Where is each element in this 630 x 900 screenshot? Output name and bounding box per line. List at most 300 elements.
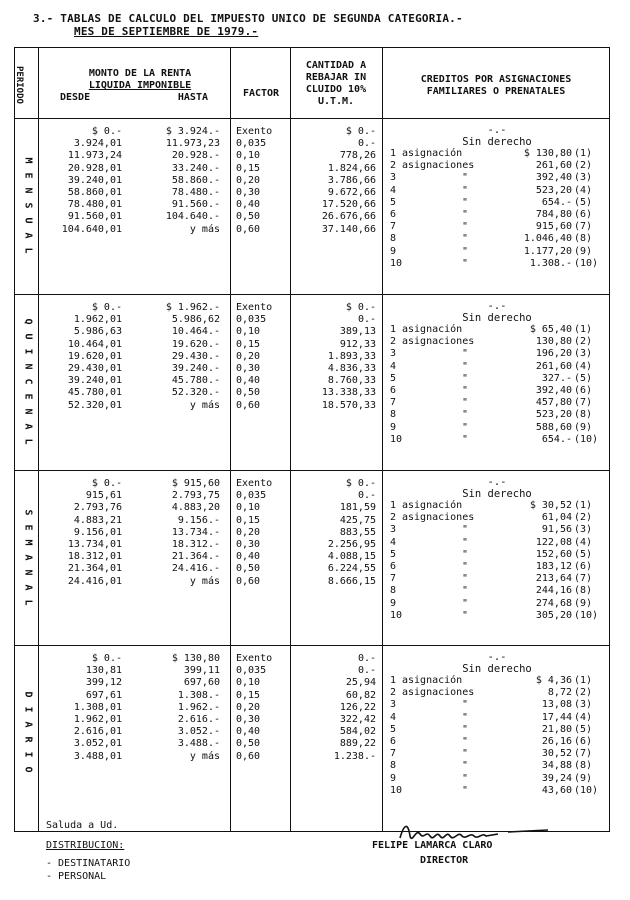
hasta-cell: 13.734.- <box>171 526 220 538</box>
col-header-monto <box>60 68 220 104</box>
credit-amount: 654.- <box>541 433 572 445</box>
col-header-cantidad <box>291 60 381 108</box>
section-separator <box>14 470 610 471</box>
credit-amount: 1.046,40 <box>523 233 572 245</box>
credit-label: " <box>462 573 469 585</box>
hasta-cell: 10.464.- <box>171 326 220 338</box>
cantidad-cell: 8.666,15 <box>327 575 376 587</box>
factor-cell: 0,60 <box>236 575 261 587</box>
credit-amount: 305,20 <box>535 609 572 621</box>
factor-cell: Exento <box>236 653 273 664</box>
credit-count: 2 <box>390 687 397 699</box>
closing-greeting: Saluda a Ud. <box>46 820 119 831</box>
cantidad-cell: 0.- <box>357 138 376 150</box>
credit-count: 2 <box>390 512 397 524</box>
credit-index: (5) <box>574 548 593 560</box>
credit-index: (8) <box>574 233 593 245</box>
factor-cell: 0,60 <box>236 223 261 235</box>
factor-cell: 0,20 <box>236 350 261 362</box>
credit-index: (1) <box>574 675 593 686</box>
cantidad-cell: 6.224,55 <box>327 563 376 575</box>
credit-index: (8) <box>574 585 593 597</box>
credit-amount: $ 65,40 <box>529 324 572 335</box>
credit-label: " <box>462 360 469 372</box>
director-name: FELIPE LAMARCA CLARO <box>372 840 493 851</box>
credit-label: asignación <box>402 500 463 511</box>
desde-cell: 3.488,01 <box>73 750 122 762</box>
credit-label: asignación <box>402 675 463 686</box>
desde-cell: 104.640,01 <box>61 223 122 235</box>
credit-label: " <box>462 184 469 196</box>
desde-cell: 4.883,21 <box>73 514 122 526</box>
credit-label: " <box>462 548 469 560</box>
hasta-cell: 21.364.- <box>171 551 220 563</box>
cantidad-cell: 13.338,33 <box>321 387 376 399</box>
col-header-desde: DESDE <box>60 92 91 103</box>
hasta-cell: 33.240.- <box>171 162 220 174</box>
cantidad-cell: 25,94 <box>345 677 376 689</box>
factor-cell: 0,40 <box>236 551 261 563</box>
desde-cell: 45.780,01 <box>67 387 122 399</box>
credit-count: 1 <box>390 675 397 686</box>
desde-cell: $ 0.- <box>91 126 122 137</box>
credit-amount: 152,60 <box>535 548 572 560</box>
credit-index: (7) <box>574 573 593 585</box>
credit-label: " <box>462 172 469 184</box>
credit-count: 5 <box>390 548 397 560</box>
director-title: DIRECTOR <box>420 855 469 866</box>
credit-label: " <box>462 524 469 536</box>
credit-label: " <box>462 772 469 784</box>
cantidad-cell: 0.- <box>357 314 376 326</box>
credit-amount: 8,72 <box>547 687 572 699</box>
hasta-cell: 4.883,20 <box>171 502 220 514</box>
cantidad-cell: 3.786,66 <box>327 174 376 186</box>
period-label: M E N S U A L <box>22 156 34 254</box>
cantidad-cell: 60,82 <box>345 689 376 701</box>
credit-count: 3 <box>390 348 397 360</box>
cantidad-cell: $ 0.- <box>345 478 376 489</box>
desde-cell: 3.052,01 <box>73 738 122 750</box>
credit-index: (3) <box>574 699 593 711</box>
credit-label: " <box>462 711 469 723</box>
factor-cell: 0,10 <box>236 326 261 338</box>
col-header-creditos-line1: CREDITOS POR ASIGNACIONES <box>420 74 572 85</box>
cantidad-cell: 4.088,15 <box>327 551 376 563</box>
credit-amount: 196,20 <box>535 348 572 360</box>
credit-count: 5 <box>390 723 397 735</box>
distribution-heading: DISTRIBUCION: <box>46 840 125 851</box>
desde-cell: 10.464,01 <box>67 338 122 350</box>
credits-dash: -.- <box>487 124 507 136</box>
cantidad-cell: 889,22 <box>339 738 376 750</box>
credit-count: 4 <box>390 536 397 548</box>
credit-count: 7 <box>390 573 397 585</box>
credit-amount: 34,88 <box>541 760 572 772</box>
col-header-creditos-line2: FAMILIARES O PRENATALES <box>426 86 566 97</box>
desde-cell: 9.156,01 <box>73 526 122 538</box>
credit-label: " <box>462 736 469 747</box>
factor-cell: 0,50 <box>236 563 261 575</box>
credit-index: (10) <box>574 609 599 621</box>
credit-index: (8) <box>574 760 593 772</box>
credit-count: 2 <box>390 160 397 172</box>
credit-amount: 130,80 <box>535 336 572 348</box>
credit-index: (4) <box>574 184 593 196</box>
sin-derecho-label: Sin derecho <box>462 136 532 148</box>
factor-cell: 0,50 <box>236 387 261 399</box>
credit-count: 9 <box>390 245 397 257</box>
factor-cell: 0,10 <box>236 502 261 514</box>
credit-count: 3 <box>390 524 397 536</box>
factor-cell: 0,035 <box>236 665 267 677</box>
credit-index: (2) <box>574 687 593 699</box>
divider <box>230 47 231 832</box>
credit-amount: 91,56 <box>541 524 572 536</box>
credit-label: " <box>462 609 469 621</box>
desde-cell: $ 0.- <box>91 478 122 489</box>
factor-cell: 0,40 <box>236 199 261 211</box>
credit-index: (9) <box>574 421 593 433</box>
hasta-cell: y más <box>189 575 220 587</box>
hasta-cell: 1.962.- <box>177 701 220 713</box>
section-separator <box>14 294 610 295</box>
credit-label: " <box>462 760 469 772</box>
hasta-cell: 697,60 <box>183 677 220 689</box>
credit-label: " <box>462 699 469 711</box>
document-subheading: MES DE SEPTIEMBRE DE 1979.- <box>74 25 259 38</box>
factor-cell: 0,50 <box>236 211 261 223</box>
desde-cell: 24.416,01 <box>67 575 122 587</box>
credit-label: asignación <box>402 324 463 335</box>
credit-amount: 13,08 <box>541 699 572 711</box>
desde-cell: 29.430,01 <box>67 363 122 374</box>
credit-amount: 39,24 <box>541 772 572 784</box>
credit-count: 6 <box>390 385 397 396</box>
desde-cell: 52.320,01 <box>67 399 122 411</box>
cantidad-cell: 37.140,66 <box>321 223 376 235</box>
factor-cell: 0,15 <box>236 162 261 174</box>
credit-label: " <box>462 723 469 735</box>
credit-amount: 21,80 <box>541 723 572 735</box>
cantidad-cell: 4.836,33 <box>327 363 376 374</box>
cantidad-cell: 1.893,33 <box>327 350 376 362</box>
credit-amount: 244,16 <box>535 585 572 597</box>
cantidad-cell: 1.238.- <box>333 750 376 762</box>
credit-label: " <box>462 221 469 233</box>
desde-cell: 5.986,63 <box>73 326 122 338</box>
credit-label: " <box>462 372 469 384</box>
factor-cell: 0,60 <box>236 399 261 411</box>
factor-cell: 0,30 <box>236 714 261 725</box>
credit-label: asignaciones <box>402 512 475 524</box>
credit-count: 7 <box>390 221 397 233</box>
credit-index: (10) <box>574 257 599 269</box>
credit-count: 1 <box>390 324 397 335</box>
cantidad-cell: 9.672,66 <box>327 187 376 198</box>
credit-index: (3) <box>574 172 593 184</box>
cantidad-cell: 0.- <box>357 665 376 677</box>
credit-index: (7) <box>574 397 593 409</box>
credit-index: (6) <box>574 561 593 572</box>
credit-label: " <box>462 209 469 220</box>
cantidad-cell: 17.520,66 <box>321 199 376 211</box>
credit-count: 3 <box>390 172 397 184</box>
credit-index: (3) <box>574 348 593 360</box>
sin-derecho-label: Sin derecho <box>462 488 532 500</box>
credit-label: " <box>462 245 469 257</box>
desde-cell: 19.620,01 <box>67 350 122 362</box>
cantidad-cell: $ 0.- <box>345 302 376 313</box>
credit-count: 7 <box>390 748 397 760</box>
credit-index: (5) <box>574 196 593 208</box>
credit-label: " <box>462 784 469 796</box>
factor-cell: 0,40 <box>236 726 261 738</box>
header-separator <box>14 118 610 119</box>
credit-count: 8 <box>390 233 397 245</box>
credit-amount: 392,40 <box>535 172 572 184</box>
cantidad-cell: 389,13 <box>339 326 376 338</box>
cantidad-cell: 8.760,33 <box>327 375 376 387</box>
section-separator <box>14 645 610 646</box>
credit-amount: 457,80 <box>535 397 572 409</box>
credit-label: " <box>462 585 469 597</box>
cantidad-cell: 425,75 <box>339 514 376 526</box>
divider <box>290 47 291 832</box>
credit-count: 5 <box>390 196 397 208</box>
cantidad-cell: 0.- <box>357 490 376 502</box>
credit-index: (1) <box>574 500 593 511</box>
desde-cell: 78.480,01 <box>67 199 122 211</box>
hasta-cell: 18.312.- <box>171 539 220 550</box>
credit-count: 1 <box>390 500 397 511</box>
credit-label: " <box>462 397 469 409</box>
desde-cell: 18.312,01 <box>67 551 122 563</box>
credit-index: (10) <box>574 784 599 796</box>
hasta-cell: 24.416.- <box>171 563 220 575</box>
credit-amount: 122,08 <box>535 536 572 548</box>
col-header-cantidad-line3: CLUIDO 10% <box>305 84 367 95</box>
credit-amount: 523,20 <box>535 409 572 421</box>
credit-count: 6 <box>390 736 397 747</box>
factor-cell: 0,10 <box>236 677 261 689</box>
credit-amount: 261,60 <box>535 160 572 172</box>
credits-dash: -.- <box>487 300 507 312</box>
credit-amount: 1.177,20 <box>523 245 572 257</box>
credit-amount: 61,04 <box>541 512 572 524</box>
desde-cell: 39.240,01 <box>67 375 122 387</box>
factor-cell: 0,30 <box>236 363 261 374</box>
credit-label: " <box>462 257 469 269</box>
credit-label: " <box>462 348 469 360</box>
credit-label: " <box>462 385 469 396</box>
credit-count: 9 <box>390 421 397 433</box>
credit-index: (3) <box>574 524 593 536</box>
credit-label: " <box>462 748 469 760</box>
factor-cell: 0,20 <box>236 174 261 186</box>
desde-cell: 39.240,01 <box>67 174 122 186</box>
credit-index: (2) <box>574 160 593 172</box>
credit-label: " <box>462 536 469 548</box>
period-label: D I A R I O <box>22 691 34 773</box>
factor-cell: 0,20 <box>236 701 261 713</box>
credit-count: 10 <box>390 433 403 445</box>
credit-index: (2) <box>574 336 593 348</box>
hasta-cell: 3.488.- <box>177 738 220 750</box>
credit-index: (8) <box>574 409 593 421</box>
credit-count: 4 <box>390 360 397 372</box>
factor-cell: 0,30 <box>236 187 261 198</box>
credit-count: 10 <box>390 784 403 796</box>
desde-cell: 1.308,01 <box>73 701 122 713</box>
desde-cell: 21.364,01 <box>67 563 122 575</box>
divider <box>382 47 383 832</box>
credit-label: " <box>462 409 469 421</box>
hasta-cell: 104.640.- <box>165 211 220 223</box>
hasta-cell: 3.052.- <box>177 726 220 738</box>
factor-cell: 0,10 <box>236 150 261 162</box>
factor-cell: 0,15 <box>236 338 261 350</box>
hasta-cell: 11.973,23 <box>165 138 220 150</box>
credit-count: 2 <box>390 336 397 348</box>
cantidad-cell: 778,26 <box>339 150 376 162</box>
credit-amount: 26,16 <box>541 736 572 747</box>
hasta-cell: 2.793,75 <box>171 490 220 502</box>
hasta-cell: 5.986,62 <box>171 314 220 326</box>
col-header-monto-line1: MONTO DE LA RENTA <box>88 68 192 79</box>
factor-cell: 0,50 <box>236 738 261 750</box>
credit-label: " <box>462 561 469 572</box>
credit-amount: 654.- <box>541 196 572 208</box>
document-heading: 3.- TABLAS DE CALCULO DEL IMPUESTO UNICO DE SEGUNDA CATEGORIA.- <box>33 12 463 25</box>
factor-cell: 0,60 <box>236 750 261 762</box>
desde-cell: 91.560,01 <box>67 211 122 223</box>
factor-cell: 0,30 <box>236 539 261 550</box>
col-header-periodo: PERIODO <box>14 66 24 104</box>
desde-cell: 1.962,01 <box>73 314 122 326</box>
col-header-creditos <box>384 74 608 98</box>
cantidad-cell: 584,02 <box>339 726 376 738</box>
hasta-cell: 20.928.- <box>171 150 220 162</box>
hasta-cell: 9.156.- <box>177 514 220 526</box>
credit-index: (4) <box>574 360 593 372</box>
credits-dash: -.- <box>487 651 507 663</box>
desde-cell: 58.860,01 <box>67 187 122 198</box>
hasta-cell: 78.480.- <box>171 187 220 198</box>
hasta-cell: 91.560.- <box>171 199 220 211</box>
credit-count: 5 <box>390 372 397 384</box>
credit-amount: $ 130,80 <box>523 148 572 159</box>
hasta-cell: 29.430.- <box>171 350 220 362</box>
credit-amount: 327.- <box>541 372 572 384</box>
credit-amount: $ 4,36 <box>535 675 572 686</box>
hasta-cell: y más <box>189 399 220 411</box>
credit-count: 8 <box>390 760 397 772</box>
credit-label: asignaciones <box>402 336 475 348</box>
credit-amount: 213,64 <box>535 573 572 585</box>
credit-label: " <box>462 597 469 609</box>
credit-count: 6 <box>390 209 397 220</box>
credit-count: 4 <box>390 184 397 196</box>
factor-cell: Exento <box>236 302 273 313</box>
hasta-cell: 2.616.- <box>177 714 220 725</box>
desde-cell: 20.928,01 <box>67 162 122 174</box>
distribution-item: - DESTINATARIO <box>46 858 131 869</box>
cantidad-cell: 181,59 <box>339 502 376 514</box>
cantidad-cell: 126,22 <box>339 701 376 713</box>
distribution-item: - PERSONAL <box>46 871 107 882</box>
cantidad-cell: 912,33 <box>339 338 376 350</box>
sin-derecho-label: Sin derecho <box>462 663 532 675</box>
credit-count: 1 <box>390 148 397 159</box>
credit-amount: 30,52 <box>541 748 572 760</box>
credit-label: asignaciones <box>402 687 475 699</box>
credit-count: 6 <box>390 561 397 572</box>
sin-derecho-label: Sin derecho <box>462 312 532 324</box>
cantidad-cell: 26.676,66 <box>321 211 376 223</box>
credit-count: 10 <box>390 609 403 621</box>
desde-cell: 2.616,01 <box>73 726 122 738</box>
credit-count: 7 <box>390 397 397 409</box>
credit-amount: 588,60 <box>535 421 572 433</box>
desde-cell: 13.734,01 <box>67 539 122 550</box>
credit-amount: 274,68 <box>535 597 572 609</box>
desde-cell: 3.924,01 <box>73 138 122 150</box>
credit-amount: 261,60 <box>535 360 572 372</box>
credit-index: (5) <box>574 372 593 384</box>
credit-count: 9 <box>390 597 397 609</box>
desde-cell: 130,81 <box>85 665 122 677</box>
cantidad-cell: 0.- <box>357 653 376 664</box>
factor-cell: 0,15 <box>236 514 261 526</box>
col-header-cantidad-line2: REBAJAR IN <box>305 72 367 83</box>
desde-cell: $ 0.- <box>91 302 122 313</box>
hasta-cell: 45.780.- <box>171 375 220 387</box>
credit-index: (9) <box>574 597 593 609</box>
factor-cell: Exento <box>236 126 273 137</box>
factor-cell: Exento <box>236 478 273 489</box>
credit-amount: 523,20 <box>535 184 572 196</box>
cantidad-cell: $ 0.- <box>345 126 376 137</box>
hasta-cell: 58.860.- <box>171 174 220 186</box>
credit-count: 8 <box>390 409 397 421</box>
col-header-factor: FACTOR <box>242 88 280 99</box>
factor-cell: 0,035 <box>236 490 267 502</box>
credit-index: (1) <box>574 148 593 159</box>
desde-cell: $ 0.- <box>91 653 122 664</box>
desde-cell: 1.962,01 <box>73 714 122 725</box>
credits-dash: -.- <box>487 476 507 488</box>
credit-amount: 915,60 <box>535 221 572 233</box>
hasta-cell: 399,11 <box>183 665 220 677</box>
factor-cell: 0,40 <box>236 375 261 387</box>
credit-amount: 43,60 <box>541 784 572 796</box>
col-header-monto-line2: LIQUIDA IMPONIBLE <box>88 80 192 91</box>
col-header-cantidad-line4: U.T.M. <box>317 96 355 107</box>
credit-index: (9) <box>574 772 593 784</box>
hasta-cell: $ 915,60 <box>171 478 220 489</box>
credit-label: " <box>462 421 469 433</box>
desde-cell: 11.973,24 <box>67 150 122 162</box>
factor-cell: 0,20 <box>236 526 261 538</box>
cantidad-cell: 18.570,33 <box>321 399 376 411</box>
credit-amount: 392,40 <box>535 385 572 396</box>
credit-index: (4) <box>574 711 593 723</box>
credit-amount: 1.308.- <box>529 257 572 269</box>
credit-amount: $ 30,52 <box>529 500 572 511</box>
credit-count: 9 <box>390 772 397 784</box>
credit-index: (6) <box>574 385 593 396</box>
